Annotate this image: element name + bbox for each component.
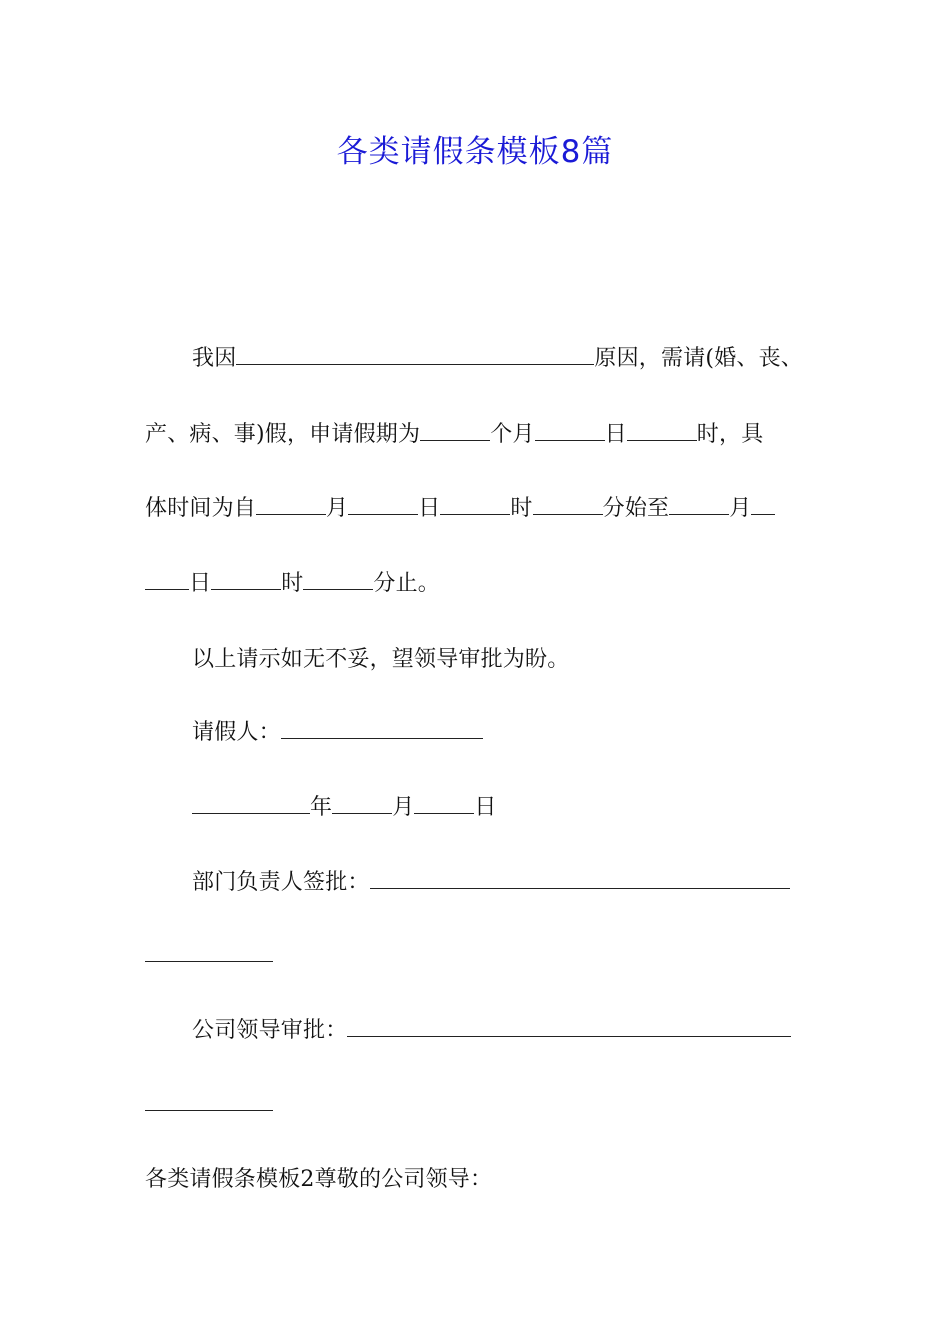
form-line-reason bbox=[192, 344, 803, 374]
leader-approval-continuation bbox=[145, 1090, 273, 1120]
minute-from-text: 分始至 bbox=[602, 496, 670, 521]
dept-approval-continuation bbox=[145, 941, 273, 971]
year-unit-text: 年 bbox=[310, 795, 333, 820]
hours-blank[interactable] bbox=[627, 420, 697, 441]
hours-unit-text: 时，具 bbox=[696, 422, 764, 447]
days-blank[interactable] bbox=[535, 420, 605, 441]
end-hour-unit-text: 时 bbox=[281, 571, 304, 596]
period-prefix-text: 体时间为自 bbox=[145, 496, 257, 521]
days-unit-text: 日 bbox=[604, 422, 627, 447]
year-blank[interactable] bbox=[192, 793, 310, 814]
closing-line: 以上请示如无不妥，望领导审批为盼。 bbox=[192, 647, 570, 672]
months-unit-text: 个月 bbox=[490, 422, 535, 447]
start-day-blank[interactable] bbox=[348, 494, 418, 515]
form-line-duration bbox=[145, 420, 763, 450]
start-minute-blank[interactable] bbox=[533, 494, 603, 515]
date-month-blank[interactable] bbox=[332, 793, 392, 814]
end-hour-blank[interactable] bbox=[211, 569, 281, 590]
hour-unit-text: 时 bbox=[510, 496, 533, 521]
date-day-unit-text: 日 bbox=[474, 795, 497, 820]
dept-approval-line bbox=[192, 868, 790, 898]
start-month-blank[interactable] bbox=[256, 494, 326, 515]
leader-approval-blank[interactable] bbox=[347, 1016, 791, 1037]
leader-approval-label: 公司领导审批： bbox=[192, 1018, 348, 1043]
leader-approval-line bbox=[192, 1016, 791, 1046]
end-day-blank-part1[interactable] bbox=[751, 494, 775, 515]
end-month-blank[interactable] bbox=[669, 494, 729, 515]
start-hour-blank[interactable] bbox=[440, 494, 510, 515]
applicant-line bbox=[192, 718, 483, 748]
form-line-period bbox=[145, 494, 775, 524]
next-section-heading: 各类请假条模板2尊敬的公司领导： bbox=[145, 1167, 493, 1192]
reason-prefix-text: 我因 bbox=[192, 346, 237, 371]
end-month-unit-text: 月 bbox=[729, 496, 752, 521]
document-title: 各类请假条模板8篇 bbox=[336, 134, 614, 170]
dept-approval-blank-continued[interactable] bbox=[145, 941, 273, 962]
month-unit-text: 月 bbox=[326, 496, 349, 521]
months-blank[interactable] bbox=[420, 420, 490, 441]
leave-types-text: 产、病、事)假，申请假期为 bbox=[145, 422, 421, 447]
form-line-period-end bbox=[145, 569, 440, 599]
date-month-unit-text: 月 bbox=[392, 795, 415, 820]
minute-end-text: 分止。 bbox=[373, 571, 441, 596]
end-minute-blank[interactable] bbox=[303, 569, 373, 590]
date-line bbox=[192, 793, 497, 823]
end-day-blank-part2[interactable] bbox=[145, 569, 189, 590]
dept-approval-blank[interactable] bbox=[370, 868, 790, 889]
leader-approval-blank-continued[interactable] bbox=[145, 1090, 273, 1111]
date-day-blank[interactable] bbox=[414, 793, 474, 814]
end-day-unit-text: 日 bbox=[189, 571, 212, 596]
reason-blank[interactable] bbox=[236, 344, 594, 365]
dept-approval-label: 部门负责人签批： bbox=[192, 870, 370, 895]
day-unit-text: 日 bbox=[418, 496, 441, 521]
reason-suffix-text: 原因，需请(婚、丧、 bbox=[594, 346, 803, 371]
applicant-blank[interactable] bbox=[281, 718, 483, 739]
applicant-label: 请假人： bbox=[192, 720, 281, 745]
